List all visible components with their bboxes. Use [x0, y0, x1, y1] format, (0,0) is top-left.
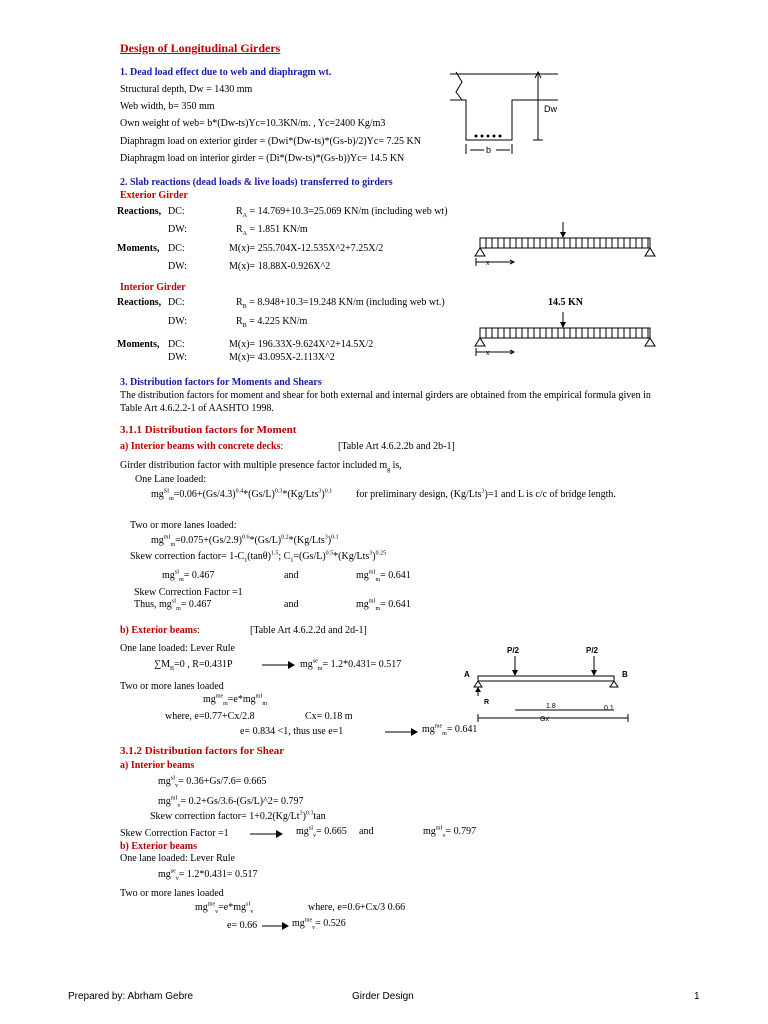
section-311-heading: 3.1.1 Distribution factors for Moment — [120, 424, 297, 436]
ext-m-dc: M(x)= 255.704X-12.535X^2+7.25X/2 — [229, 243, 384, 254]
ext-m-dc-label: DC: — [168, 243, 185, 254]
page-title: Design of Longitudinal Girders — [120, 41, 281, 55]
shear-lever-rule: One lane loaded: Lever Rule — [120, 853, 235, 864]
int-rb-dc: $R_B = 8.948+10.3=19.248$ KN/m (including web wt.) — [236, 297, 445, 310]
own-weight-of-web: Own weight of web= b*(Dw-ts)Yc=10.3KN/m. , Yc=2400 Kg/m3 — [120, 118, 386, 129]
arrow-icon — [385, 727, 419, 737]
exterior-beam-diagram — [470, 220, 660, 270]
mg-si-value: $mg^{sI}_m= 0.467$ — [162, 569, 215, 583]
diaphragm-exterior: Diaphragm load on exterior girder = (Dwi*(Dw-ts)*(Gs-b)/2)Yc= 7.25 KN — [120, 136, 421, 147]
e-formula: where, e=0.77+Cx/2.8 — [165, 711, 255, 722]
prelim-note: for preliminary design, (Kg/Lts$^3$)=1 and L is c/c of bridge length. — [356, 488, 616, 500]
mg-me-result: $mg^{me}_m= 0.641$ — [422, 723, 478, 737]
lever-rule-moment: One lane loaded: Lever Rule — [120, 643, 235, 654]
one-lane-loaded: One Lane loaded: — [135, 474, 207, 485]
shear-result-mi: $mg^{mI}_v= 0.797$ — [423, 825, 477, 839]
int-rb-dw: $R_B = 4.225$ KN/m — [236, 316, 308, 329]
exterior-beams-label: b) Exterior beams: — [120, 625, 200, 636]
two-lanes-loaded: Two or more lanes loaded: — [130, 520, 237, 531]
one-lane-formula: $mg^{SI}_m=0.06+(Gs/4.3)^{0.4}*(Gs/L)^{0.3}*(Kg/Lts^3)^{0.1}$ — [151, 488, 333, 502]
e-value: e= 0.834 <1, thus use e=1 — [240, 726, 344, 737]
thus-mg-si: Thus, $mg^{sI}_m= 0.467$ — [134, 598, 212, 612]
dim-gx: Gx — [540, 716, 549, 723]
dw-label: Dw — [544, 104, 557, 114]
interior-beams-ref: [Table Art 4.6.2.2b and 2b-1] — [338, 441, 455, 452]
skew-factor-1: Skew Correction Factor =1 — [134, 587, 243, 598]
section-3-intro-2: Table Art 4.6.2.2-1 of AASHTO 1998. — [120, 403, 274, 414]
shear-two-lanes: Two or more lanes loaded — [120, 888, 224, 899]
int-m-dc: M(x)= 196.33X-9.624X^2+14.5X/2 — [229, 339, 374, 350]
shear-skew-formula: Skew correction factor= $1+0.2(Kg/Lt^3)^{0.3}\tan$ — [150, 810, 326, 822]
int-dc-label: DC: — [168, 297, 185, 308]
ext-ra-dw: $R_A = 1.851$ KN/m — [236, 224, 308, 237]
interior-girder-label: Interior Girder — [120, 282, 186, 293]
structural-depth: Structural depth, Dw = 1430 mm — [120, 84, 253, 95]
shear-mg-se: $mg^{se}_v= 1.2*0.431= 0.517$ — [158, 868, 258, 882]
reaction-r: R — [484, 699, 490, 706]
shear-interior-label: a) Interior beams — [120, 760, 195, 771]
sum-moment: $\sum M_B=0$ , R=0.431P — [154, 659, 233, 672]
shear-and: and — [359, 826, 374, 837]
lever-rule-figure — [462, 644, 638, 724]
p-half-left: P/2 — [507, 646, 520, 655]
mg-me-formula: $mg^{me}_m=e*mg^{mI}_m$ — [203, 693, 267, 707]
p-half-right: P/2 — [586, 646, 599, 655]
footer-author: Prepared by: Abrham Gebre — [68, 991, 194, 1002]
shear-result-si: $mg^{sI}_v= 0.665$ — [296, 825, 347, 839]
section-1-heading: 1. Dead load effect due to web and diaphragm wt. — [120, 67, 332, 78]
section-3-heading: 3. Distribution factors for Moments and Shears — [120, 377, 322, 388]
arrow-icon — [262, 921, 290, 931]
support-b: B — [622, 670, 628, 679]
shear-mg-me-formula: $mg^{me}_v=e*mg^{sI}_v$ — [195, 901, 254, 915]
and-2: and — [284, 599, 299, 610]
shear-e-value: e= 0.66 — [227, 920, 258, 931]
mg-mi-value: $mg^{mI}_m= 0.641$ — [356, 569, 411, 583]
exterior-girder-label: Exterior Girder — [120, 190, 188, 201]
section-312-heading: 3.1.2 Distribution factors for Shear — [120, 745, 285, 757]
ext-m-dw: M(x)= 18.88X-0.926X^2 — [229, 261, 331, 272]
ext-m-dw-label: DW: — [168, 261, 188, 272]
ext-dw-label: DW: — [168, 224, 188, 235]
section-3-intro-1: The distribution factors for moment and shear for both external and internal girders are obtained from the empirical formula given in — [120, 390, 651, 401]
ext-moments-label: Moments, — [117, 243, 160, 254]
shear-exterior-label: b) Exterior beams — [120, 841, 198, 852]
girder-section-figure — [448, 68, 558, 168]
exterior-beams-ref: [Table Art 4.6.2.2d and 2d-1] — [250, 625, 367, 636]
shear-mg-si: $mg^{sI}_v= 0.36+Gs/7.6= 0.665$ — [158, 775, 267, 789]
arrow-icon — [250, 829, 284, 839]
web-width: Web width, b= 350 mm — [120, 101, 215, 112]
skew-formula: Skew correction factor= $1-C_1(\tan\theta)^{1.5}$; $C_1=(Gs/L)^{0.5}*(Kg/Lts^3)^{0.25}$ — [130, 550, 387, 564]
b-label: b — [486, 145, 492, 155]
ext-ra-dc: $R_A = 14.769+10.3=25.069$ KN/m (including web wt) — [236, 206, 448, 219]
shear-mg-mi: $mg^{mI}_v=$ 0.2+Gs/3.6-(Gs/L)^2= 0.797 — [158, 795, 304, 809]
point-load-label: 14.5 KN — [548, 297, 583, 308]
and-1: and — [284, 570, 299, 581]
arrow-icon — [262, 660, 296, 670]
mg-me-one-lane: $mg^{se}_m= 1.2*0.431= 0.517$ — [300, 658, 402, 672]
dim-1-8: 1.8 — [546, 703, 556, 710]
interior-beams-label: a) Interior beams with concrete decks: — [120, 441, 284, 452]
footer-title: Girder Design — [352, 991, 414, 1002]
diaphragm-interior: Diaphragm load on interior girder = (Di*(Dw-ts)*(Gs-b))Yc= 14.5 KN — [120, 153, 405, 164]
ext-x-label: x — [486, 260, 490, 267]
shear-skew-factor: Skew Correction Factor =1 — [120, 828, 229, 839]
shear-mg-me-result: $mg^{me}_v= 0.526$ — [292, 917, 346, 931]
thus-mg-mi: $mg^{mI}_m= 0.641$ — [356, 598, 411, 612]
int-reactions-label: Reactions, — [117, 297, 162, 308]
cx-value: Cx= 0.18 m — [305, 711, 353, 722]
int-moments-label: Moments, — [117, 339, 160, 350]
shear-e-formula: where, e=0.6+Cx/3 0.66 — [308, 902, 406, 913]
int-dw-label: DW: — [168, 316, 188, 327]
int-m-dc-label: DC: — [168, 339, 185, 350]
int-m-dw: M(x)= 43.095X-2.113X^2 — [229, 352, 335, 363]
two-lanes-exterior: Two or more lanes loaded — [120, 681, 224, 692]
interior-beam-diagram — [470, 310, 660, 360]
int-x-label: x — [486, 350, 490, 357]
dim-0-1: 0.1 — [604, 705, 614, 712]
two-lane-formula: $mg^{mI}_m=0.075+(Gs/2.9)^{0.6}*(Gs/L)^{0.2}*(Kg/Lts^3)^{0.1}$ — [151, 534, 339, 548]
int-m-dw-label: DW: — [168, 352, 188, 363]
section-2-heading: 2. Slab reactions (dead loads & live loads) transferred to girders — [120, 177, 393, 188]
gdf-statement: Girder distribution factor with multiple presence factor included $m_g$ is, — [120, 460, 402, 473]
support-a: A — [464, 670, 470, 679]
ext-reactions-label: Reactions, — [117, 206, 162, 217]
ext-dc-label: DC: — [168, 206, 185, 217]
footer-page-number: 1 — [694, 991, 700, 1002]
